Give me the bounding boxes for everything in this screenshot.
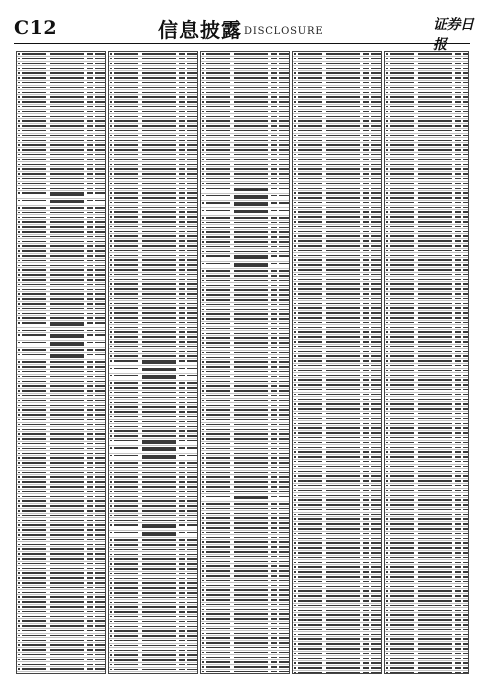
page-number: C12 (14, 17, 58, 39)
table-column-1 (16, 51, 106, 674)
table-row (109, 672, 197, 674)
table-row (109, 366, 197, 373)
table-row (293, 671, 381, 674)
table-row (201, 208, 289, 215)
table-row (109, 446, 197, 453)
table-row (109, 374, 197, 381)
table-row (109, 523, 197, 530)
table-column-3 (200, 51, 290, 674)
table-row (201, 494, 289, 501)
table-row (201, 262, 289, 269)
table-row (109, 439, 197, 446)
table-row (109, 359, 197, 366)
masthead (0, 0, 484, 53)
table-row (17, 199, 105, 206)
table-row (109, 454, 197, 461)
table-row (17, 191, 105, 198)
section-title-english: DISCLOSURE (244, 26, 324, 37)
table-row (109, 531, 197, 538)
table-column-5 (384, 51, 469, 674)
table-row (201, 201, 289, 208)
table-row (17, 353, 105, 360)
table-row (201, 194, 289, 201)
section-title: 信息披露 (158, 18, 242, 42)
masthead-rule (14, 43, 470, 44)
table-row (17, 333, 105, 340)
table-column-4 (292, 51, 382, 674)
table-row (385, 671, 468, 674)
table-row (201, 186, 289, 193)
table-row (17, 321, 105, 328)
table-row (17, 672, 105, 674)
table-row (17, 341, 105, 348)
newspaper-logo: 证券日报 (433, 17, 474, 53)
table-row (201, 254, 289, 261)
table-column-2 (108, 51, 198, 674)
table-row (201, 670, 289, 674)
